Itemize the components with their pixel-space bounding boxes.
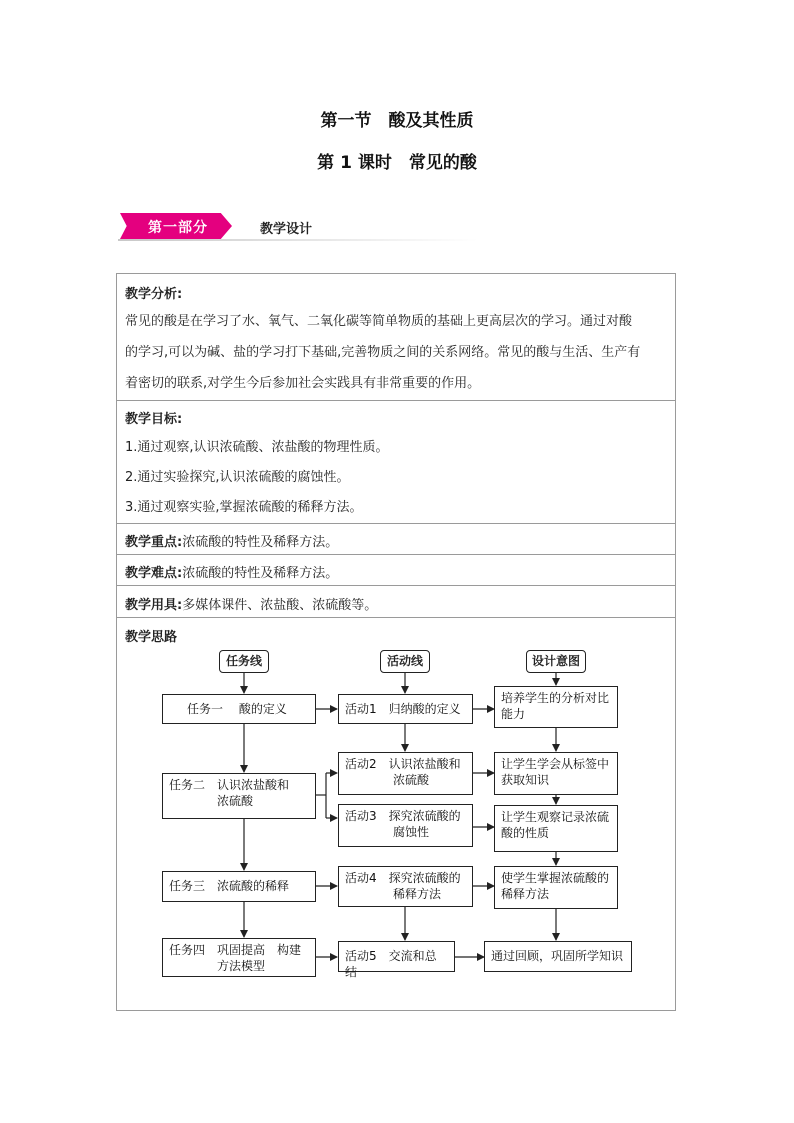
goal-item: 2.通过实验探究,认识浓硫酸的腐蚀性。 [125, 470, 350, 485]
task-box-1: 任务一 酸的定义 [162, 694, 316, 724]
page-title: 第一节 酸及其性质 [320, 111, 474, 131]
intent-box-3: 让学生观察记录浓硫 酸的性质 [494, 805, 618, 852]
difficulty-label: 教学难点: [125, 566, 183, 581]
tools-label: 教学用具: [125, 598, 183, 613]
analysis-line: 的学习,可以为碱、盐的学习打下基础,完善物质之间的关系网络。常见的酸与生活、生产有 [125, 345, 641, 360]
design-intent-header: 设计意图 [526, 650, 586, 673]
activity-box-4: 活动4 探究浓硫酸的 稀释方法 [338, 866, 473, 907]
approach-label: 教学思路 [125, 630, 178, 645]
analysis-label: 教学分析: [125, 287, 183, 302]
difficulty-text: 浓硫酸的特性及稀释方法。 [182, 566, 339, 581]
part-subtitle: 教学设计 [260, 222, 313, 237]
intent-box-4: 使学生掌握浓硫酸的 稀释方法 [494, 866, 618, 909]
analysis-line: 常见的酸是在学习了水、氧气、二氧化碳等简单物质的基础上更高层次的学习。通过对酸 [125, 314, 633, 329]
goal-item: 3.通过观察实验,掌握浓硫酸的稀释方法。 [125, 500, 363, 515]
activity-box-1: 活动1 归纳酸的定义 [338, 694, 473, 724]
activity-line-header: 活动线 [380, 650, 430, 673]
intent-box-5: 通过回顾，巩固所学知识 [484, 941, 632, 972]
tools-text: 多媒体课件、浓盐酸、浓硫酸等。 [182, 598, 378, 613]
activity-box-3: 活动3 探究浓硫酸的 腐蚀性 [338, 804, 473, 847]
lesson-title: 第 1 课时 常见的酸 [317, 153, 477, 173]
key-point-label: 教学重点: [125, 535, 183, 550]
task-line-header: 任务线 [219, 650, 269, 673]
activity-box-5: 活动5 交流和总结 [338, 941, 455, 972]
key-point-text: 浓硫酸的特性及稀释方法。 [182, 535, 339, 550]
part-tab-label: 第一部分 [148, 220, 208, 236]
task-box-2: 任务二 认识浓盐酸和 浓硫酸 [162, 773, 316, 819]
goals-label: 教学目标: [125, 412, 183, 427]
goal-item: 1.通过观察,认识浓硫酸、浓盐酸的物理性质。 [125, 440, 389, 455]
analysis-line: 着密切的联系,对学生今后参加社会实践具有非常重要的作用。 [125, 376, 481, 391]
task-box-4: 任务四 巩固提高 构建 方法模型 [162, 938, 316, 977]
task-box-3: 任务三 浓硫酸的稀释 [162, 871, 316, 902]
intent-box-2: 让学生学会从标签中 获取知识 [494, 752, 618, 795]
activity-box-2: 活动2 认识浓盐酸和 浓硫酸 [338, 752, 473, 795]
intent-box-1: 培养学生的分析对比 能力 [494, 686, 618, 728]
